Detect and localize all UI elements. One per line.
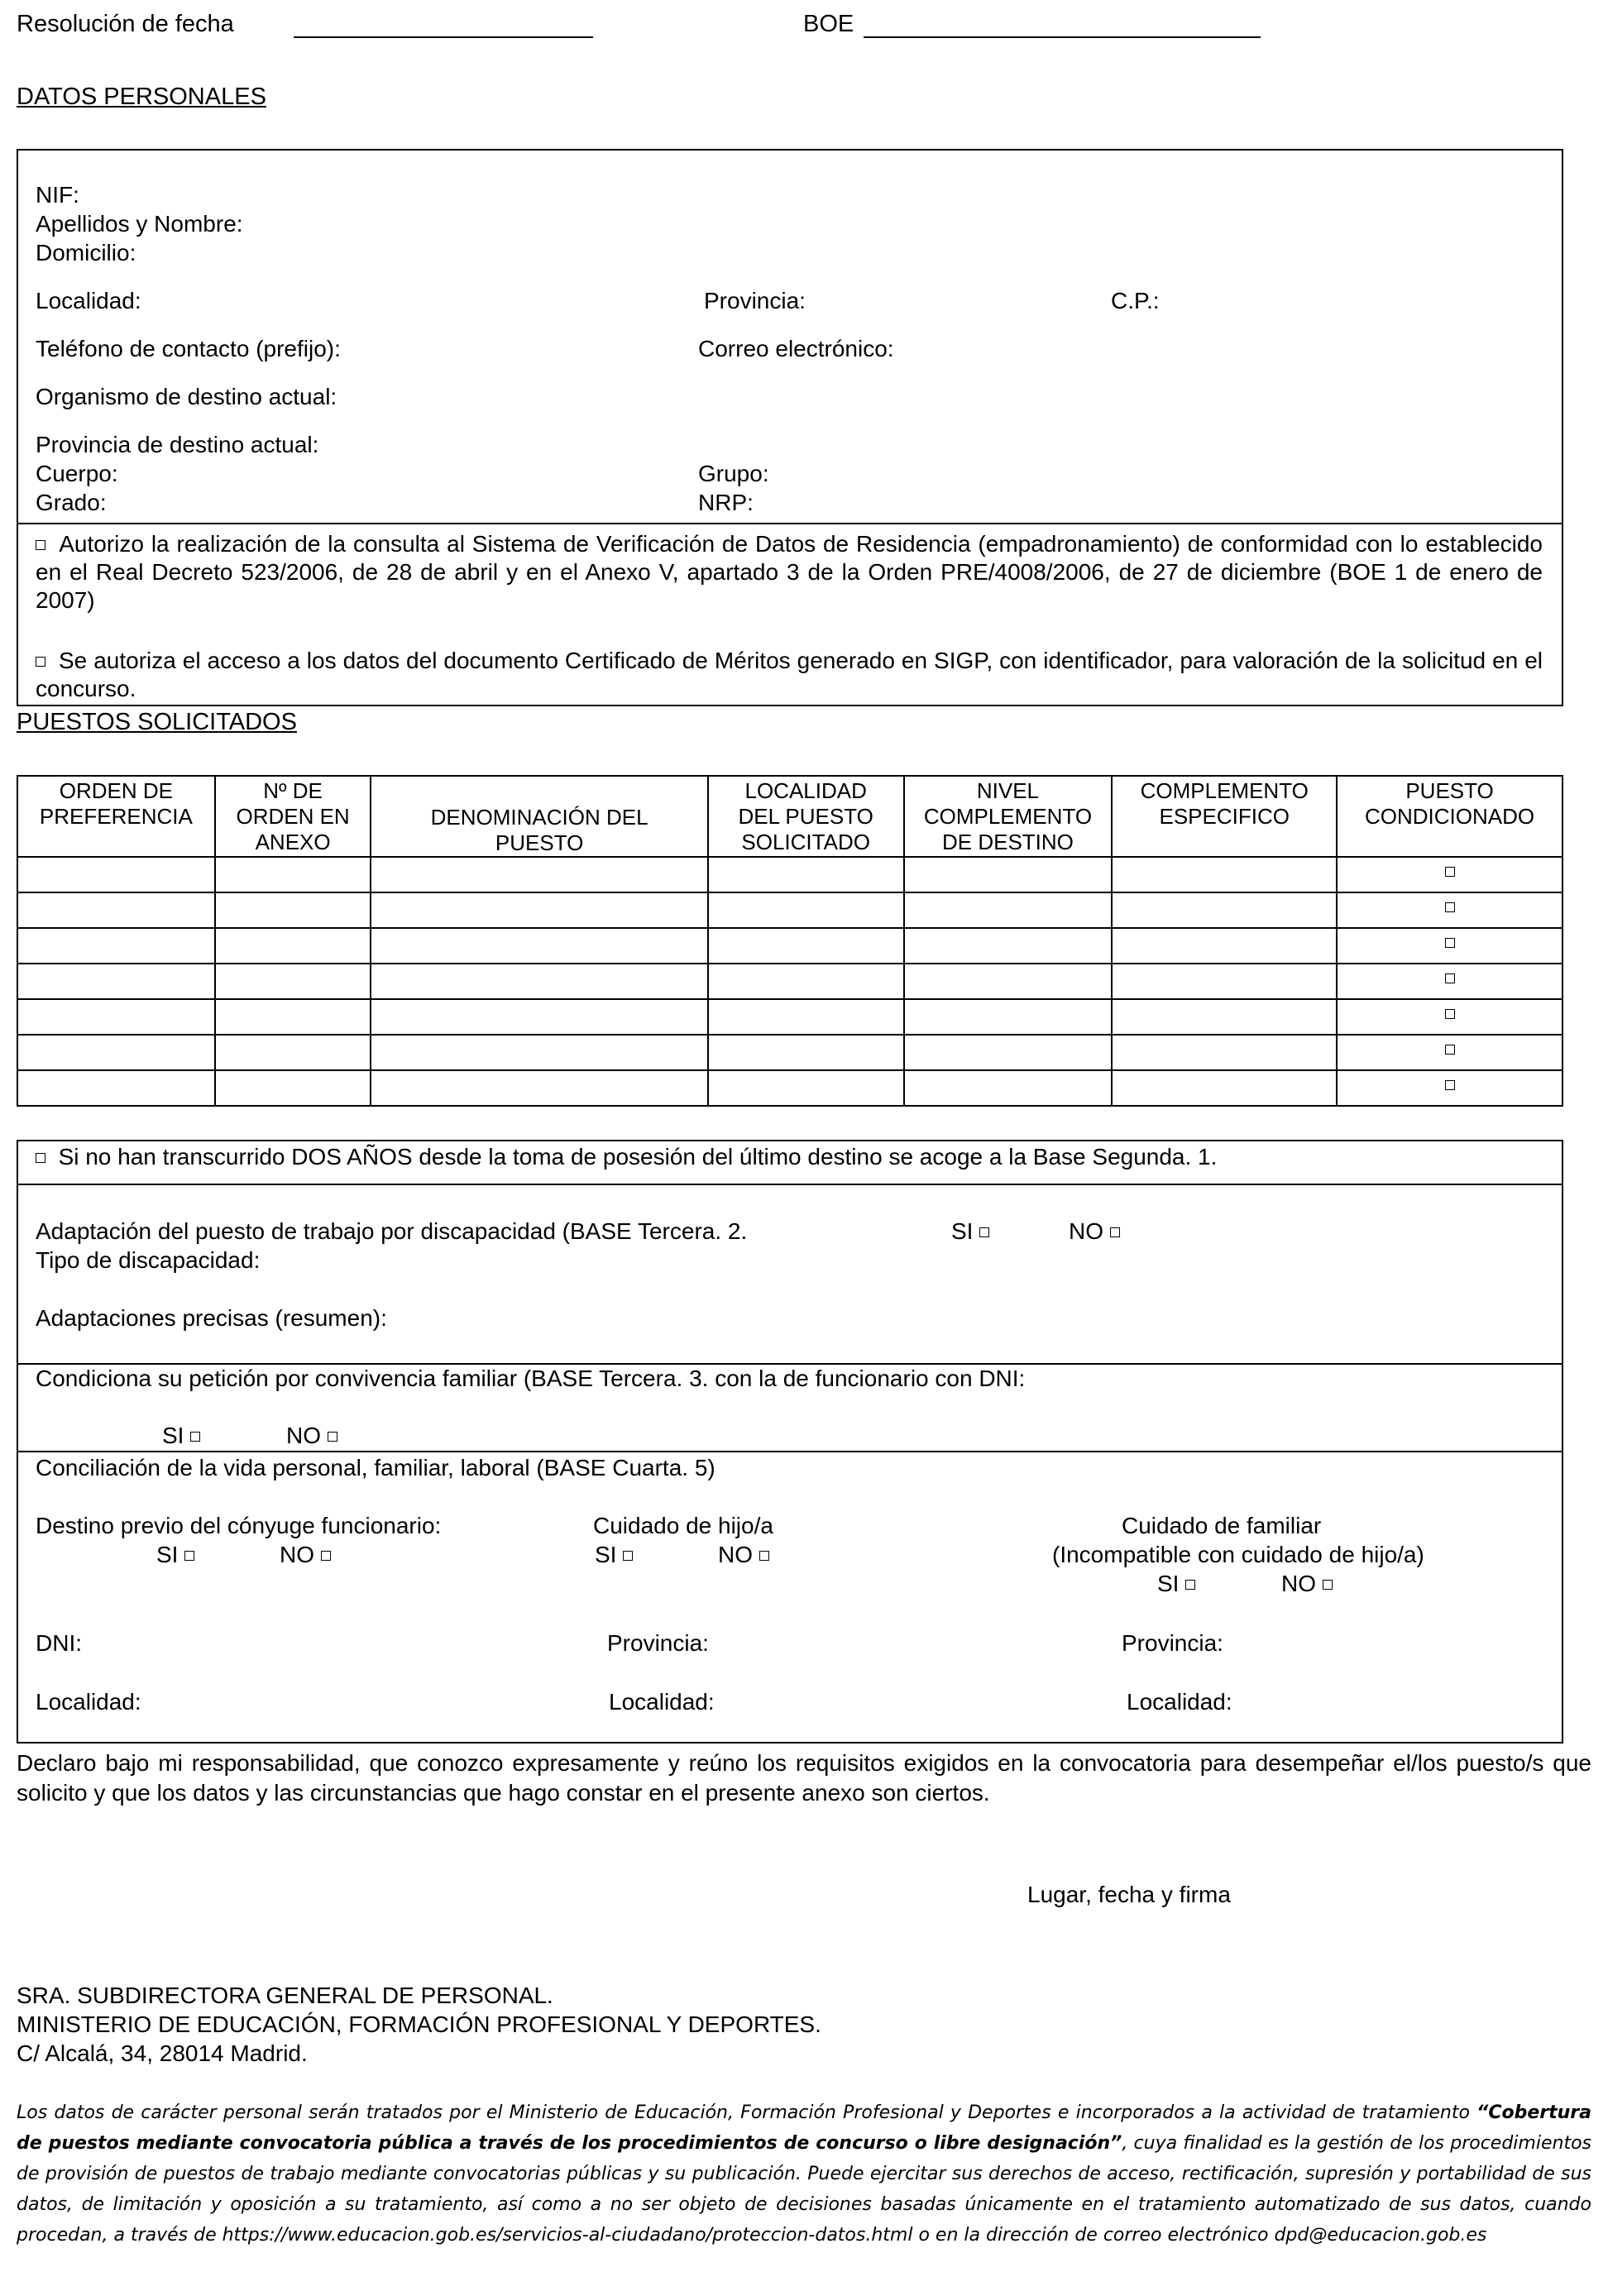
no-label: NO [1281, 1571, 1316, 1596]
cell[interactable] [17, 1035, 215, 1070]
col-localidad: LOCALIDAD DEL PUESTO SOLICITADO [708, 776, 904, 857]
dni-label: DNI: [36, 1630, 82, 1656]
cell [1337, 892, 1563, 928]
cell [1337, 1070, 1563, 1106]
cuidado-familiar-label: Cuidado de familiar [1122, 1513, 1322, 1538]
cell[interactable] [215, 999, 371, 1035]
divider [17, 1451, 1563, 1452]
puestos-title: PUESTOS SOLICITADOS [17, 709, 297, 735]
destinatario-line2: MINISTERIO DE EDUCACIÓN, FORMACIÓN PROFESIONAL Y DEPORTES. [17, 2011, 821, 2037]
dos-anos-row [36, 1143, 1217, 1171]
incompatible-label: (Incompatible con cuidado de hijo/a) [1052, 1542, 1424, 1567]
organismo-label: Organismo de destino actual: [36, 384, 337, 409]
checkbox-familiar-si[interactable] [1185, 1580, 1195, 1590]
autoriza-certificado-text: Se autoriza el acceso a los datos del documento Certificado de Méritos generado en SIGP, con identificador, para valoración de la solicitud en el concurso. [36, 648, 1543, 701]
checkbox-conyuge-no[interactable] [321, 1551, 331, 1561]
cell [1337, 928, 1563, 964]
checkbox-hijo-si[interactable] [623, 1551, 633, 1561]
cell[interactable] [17, 964, 215, 999]
localidad-hijo-label: Localidad: [609, 1689, 715, 1715]
cell[interactable] [371, 857, 707, 892]
checkbox-condicionado[interactable] [1445, 902, 1455, 912]
col-orden-anexo: Nº DE ORDEN EN ANEXO [215, 776, 371, 857]
cell[interactable] [904, 892, 1113, 928]
resolucion-label: Resolución de fecha [17, 11, 234, 37]
cp-label: C.P.: [1111, 288, 1160, 313]
adaptacion-si [951, 1217, 989, 1246]
grupo-label: Grupo: [698, 461, 769, 486]
cell[interactable] [708, 964, 904, 999]
dos-anos-text: Si no han transcurrido DOS AÑOS desde la toma de posesión del último destino se acoge a la Base Segunda. 1. [58, 1144, 1218, 1170]
domicilio-label: Domicilio: [36, 240, 136, 265]
condiciona-si [162, 1422, 200, 1450]
checkbox-dos-anos[interactable] [36, 1153, 45, 1163]
no-label: NO [718, 1542, 753, 1567]
checkbox-condicionado[interactable] [1445, 973, 1455, 983]
cell[interactable] [1112, 1035, 1337, 1070]
autoriza-empadronamiento [36, 530, 1543, 615]
boe-line[interactable] [864, 36, 1261, 38]
cell[interactable] [904, 964, 1113, 999]
col-complemento: COMPLEMENTO ESPECIFICO [1112, 776, 1337, 857]
destinatario-line1: SRA. SUBDIRECTORA GENERAL DE PERSONAL. [17, 1983, 553, 2008]
cell [1337, 999, 1563, 1035]
checkbox-condicionado[interactable] [1445, 1045, 1455, 1055]
cell[interactable] [904, 857, 1113, 892]
proteccion-datos-part2: , cuya finalidad es la gestión de los procedimientos de provisión de puestos de trabajo mediante convocatorias públicas y su publicación. Puede ejercitar sus derechos de acceso, rectificación, supresión y portabilidad de sus datos, de limitación y oposición a su tratamiento, así como a no ser objeto de decisiones basadas únicamente en el tratamiento automatizado de sus datos, cuando procedan, a través de https://www.educacion.gob.es/servicios-al-ciudadano/proteccion-datos.html o en la dirección de correo electrónico dpd@educacion.gob.es [17, 2133, 1591, 2246]
cell[interactable] [17, 999, 215, 1035]
cell[interactable] [1112, 892, 1337, 928]
boe-label: BOE [803, 11, 854, 37]
cell[interactable] [904, 1070, 1113, 1106]
checkbox-adaptacion-no[interactable] [1110, 1227, 1120, 1237]
cell[interactable] [1112, 1070, 1337, 1106]
cell[interactable] [371, 1070, 707, 1106]
table-row [17, 857, 1563, 892]
telefono-label: Teléfono de contacto (prefijo): [36, 336, 341, 361]
cell[interactable] [17, 857, 215, 892]
cell [1337, 857, 1563, 892]
cell[interactable] [17, 1070, 215, 1106]
declaracion-text: Declaro bajo mi responsabilidad, que conozco expresamente y reúno los requisitos exigidos en la convocatoria para desempeñar el/los puesto/s que solicito y que los datos y las circunstancias que hago constar en el presente anexo son ciertos. [17, 1750, 1591, 1806]
proteccion-datos-bold: “Cobertura de puestos mediante convocatoria pública a través de los procedimientos de concurso o libre designación” [17, 2102, 1591, 2154]
cuidado-familiar-no [1281, 1570, 1333, 1598]
cell[interactable] [708, 1035, 904, 1070]
checkbox-adaptacion-si[interactable] [979, 1227, 989, 1237]
cell[interactable] [708, 892, 904, 928]
si-label: SI [595, 1542, 617, 1567]
table-row [17, 1070, 1563, 1106]
cell [1337, 964, 1563, 999]
table-row [17, 892, 1563, 928]
localidad-conyuge-label: Localidad: [36, 1689, 141, 1715]
puestos-table [17, 775, 1563, 1107]
adaptaciones-label: Adaptaciones precisas (resumen): [36, 1305, 387, 1331]
table-row [17, 964, 1563, 999]
cuidado-hijo-si [595, 1541, 633, 1569]
cell[interactable] [1112, 857, 1337, 892]
checkbox-condicionado[interactable] [1445, 938, 1455, 948]
conciliacion-label: Conciliación de la vida personal, familiar, laboral (BASE Cuarta. 5) [36, 1455, 715, 1480]
checkbox-condiciona-no[interactable] [328, 1432, 337, 1442]
table-row [17, 928, 1563, 964]
tipo-discapacidad-label: Tipo de discapacidad: [36, 1247, 261, 1273]
si-label: SI [156, 1542, 179, 1567]
checkbox-condicionado[interactable] [1445, 867, 1455, 877]
cuidado-familiar-si [1157, 1570, 1195, 1598]
cuidado-hijo-label: Cuidado de hijo/a [593, 1513, 773, 1538]
cell [1337, 1035, 1563, 1070]
cell[interactable] [215, 928, 371, 964]
cell[interactable] [371, 1035, 707, 1070]
destino-previo-no [280, 1541, 331, 1569]
cell[interactable] [215, 857, 371, 892]
provincia-label: Provincia: [704, 288, 806, 313]
proteccion-datos-part1: Los datos de carácter personal serán tratados por el Ministerio de Educación, Formación Profesional y Deportes e incorporados a la actividad de tratamiento [17, 2102, 1477, 2123]
grado-label: Grado: [36, 490, 107, 515]
cell[interactable] [371, 892, 707, 928]
cell[interactable] [708, 999, 904, 1035]
checkbox-familiar-no[interactable] [1323, 1580, 1333, 1590]
no-label: NO [286, 1423, 321, 1448]
provincia-destino-label: Provincia de destino actual: [36, 432, 319, 457]
datos-personales-box [17, 149, 1563, 706]
adaptacion-no [1069, 1217, 1120, 1246]
cell[interactable] [904, 999, 1113, 1035]
cell[interactable] [371, 999, 707, 1035]
col-denominacion: DENOMINACIÓN DEL PUESTO [371, 776, 707, 857]
cell[interactable] [215, 964, 371, 999]
table-header-row [17, 776, 1563, 857]
si-label: SI [162, 1423, 184, 1448]
cell[interactable] [17, 928, 215, 964]
firma-label: Lugar, fecha y firma [1027, 1882, 1231, 1907]
si-label: SI [1157, 1571, 1180, 1596]
cuidado-hijo-no [718, 1541, 769, 1569]
apellidos-label: Apellidos y Nombre: [36, 211, 243, 237]
cell[interactable] [1112, 999, 1337, 1035]
adaptacion-label: Adaptación del puesto de trabajo por discapacidad (BASE Tercera. 2. [36, 1218, 748, 1244]
col-nivel: NIVEL COMPLEMENTO DE DESTINO [904, 776, 1113, 857]
cell[interactable] [17, 892, 215, 928]
cell[interactable] [904, 1035, 1113, 1070]
no-label: NO [1069, 1218, 1103, 1244]
resolucion-date-line[interactable] [294, 36, 593, 38]
checkbox-certificado-meritos[interactable] [36, 657, 45, 667]
destino-previo-label: Destino previo del cónyuge funcionario: [36, 1513, 442, 1538]
autoriza-certificado [36, 647, 1543, 703]
localidad-familiar-label: Localidad: [1127, 1689, 1232, 1715]
autoriza-empadronamiento-text: Autorizo la realización de la consulta al Sistema de Verificación de Datos de Residencia (empadronamiento) de conformidad con lo establecido en el Real Decreto 523/2006, de 28 de abril y en el Anexo V, apartado 3 de la Orden PRE/4008/2006, de 27 de diciembre (BOE 1 de enero de 2007) [36, 531, 1543, 613]
table-row [17, 1035, 1563, 1070]
cell[interactable] [1112, 928, 1337, 964]
checkbox-hijo-no[interactable] [759, 1551, 769, 1561]
provincia-hijo-label: Provincia: [607, 1630, 709, 1656]
nrp-label: NRP: [698, 490, 754, 515]
cell[interactable] [371, 928, 707, 964]
cell[interactable] [1112, 964, 1337, 999]
col-condicionado: PUESTO CONDICIONADO [1337, 776, 1563, 857]
provincia-familiar-label: Provincia: [1122, 1630, 1223, 1656]
cuerpo-label: Cuerpo: [36, 461, 118, 486]
cell[interactable] [215, 892, 371, 928]
condiciona-no [286, 1422, 337, 1450]
checkbox-condicionado[interactable] [1445, 1009, 1455, 1019]
cell[interactable] [708, 857, 904, 892]
divider [17, 523, 1563, 524]
cell[interactable] [215, 1035, 371, 1070]
destinatario-line3: C/ Alcalá, 34, 28014 Madrid. [17, 2040, 308, 2066]
cell[interactable] [215, 1070, 371, 1106]
proteccion-datos-note [17, 2097, 1591, 2251]
condiciona-label: Condiciona su petición por convivencia familiar (BASE Tercera. 3. con la de funcionario con DNI: [36, 1366, 1026, 1391]
cell[interactable] [371, 964, 707, 999]
cell[interactable] [904, 928, 1113, 964]
checkbox-conyuge-si[interactable] [184, 1551, 194, 1561]
table-row [17, 999, 1563, 1035]
divider [17, 1184, 1563, 1185]
si-label: SI [951, 1218, 974, 1244]
col-orden-preferencia: ORDEN DE PREFERENCIA [17, 776, 215, 857]
destino-previo-si [156, 1541, 194, 1569]
correo-label: Correo electrónico: [698, 336, 894, 361]
nif-label: NIF: [36, 182, 79, 208]
datos-personales-title: DATOS PERSONALES [17, 84, 266, 110]
checkbox-condiciona-si[interactable] [190, 1432, 200, 1442]
cell[interactable] [708, 1070, 904, 1106]
checkbox-condicionado[interactable] [1445, 1080, 1455, 1090]
cell[interactable] [708, 928, 904, 964]
localidad-label: Localidad: [36, 288, 141, 313]
no-label: NO [280, 1542, 314, 1567]
checkbox-empadronamiento[interactable] [36, 540, 45, 550]
